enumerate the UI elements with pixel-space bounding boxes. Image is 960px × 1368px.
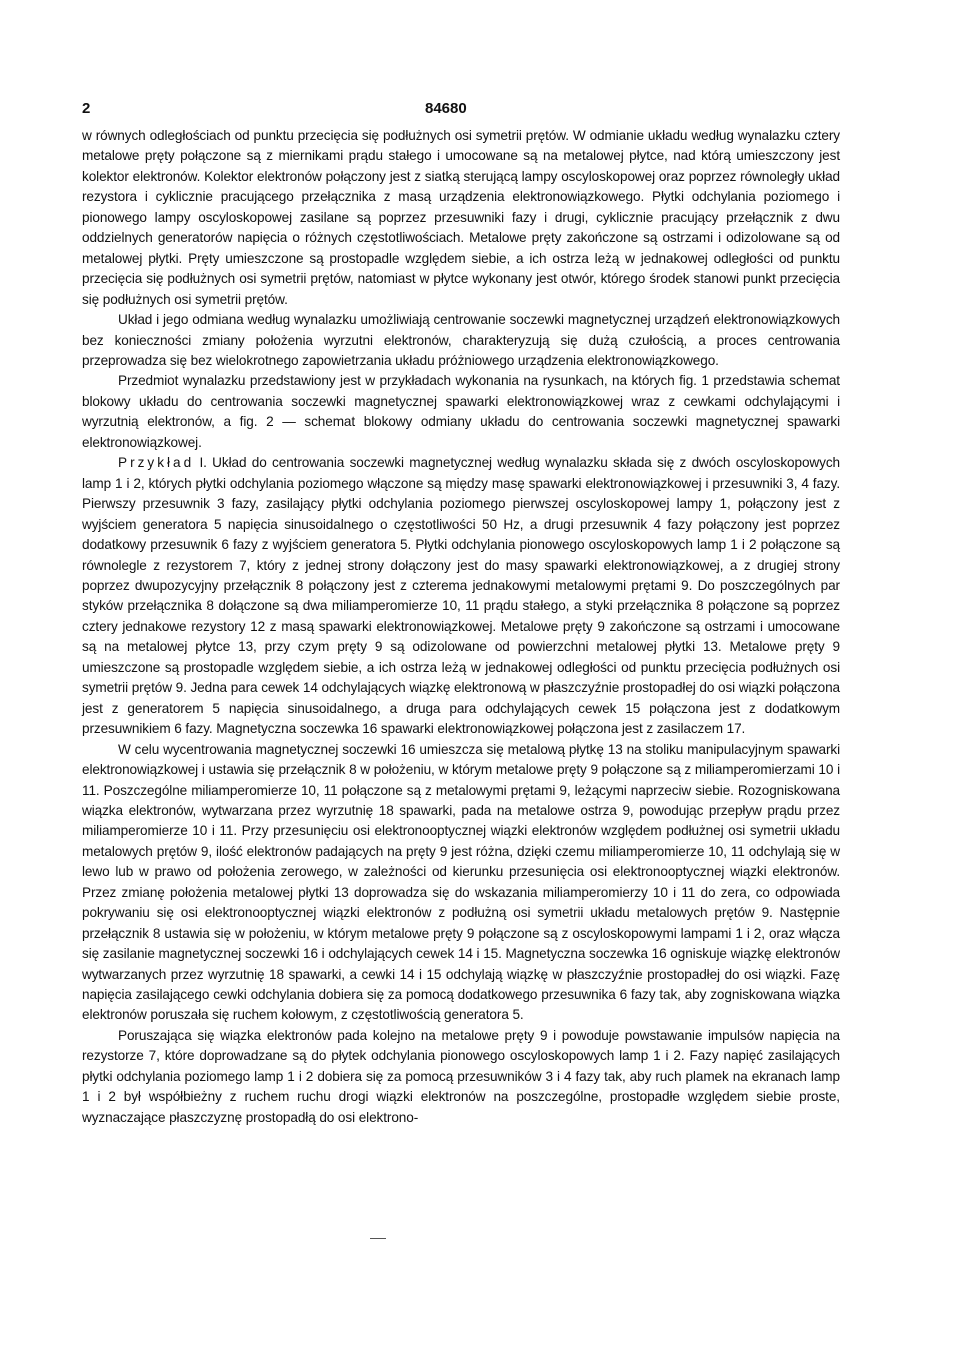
paragraph-4-text: I. Układ do centrowania soczewki magnetycznej według wynalazku składa się z dwóch oscyloskopowych lamp 1 i 2, których płytki odchylania poziomego włączone są między masę spawarki elektronowiązkowej i przesuwniki 3, 4 fazy. Pierwszy przesuwnik 3 fazy, zasilający płytki odchylania poziomego pierwszej oscyloskopowej lampy 1, połączony jest z wyjściem generatora 5 napięcia sinusoidalnego o częstotliwości 50 Hz, a drugi przesuwnik 4 fazy połączony jest poprzez dodatkowy przesuwnik 6 fazy z wyjściem generatora 5. Płytki odchylania pionowego oscyloskopowych lamp 1 i 2 połączone są równolegle z rezystorem 7, który z jednej strony dołączony jest do masy spawarki elektronowiązkowej, a z drugiej strony poprzez dwupozycyjny przełącznik 8 połączony jest z czterema jednakowymi metalowymi prętami 9. Do poszczególnych par styków przełącznika 8 dołączone są dwa miliamperomierze 10, 11 prądu stałego, a styki przełącznika 8 połączone są poprzez cztery jednakowe rezystory 12 z masą spawarki elektronowiązkowej. Metalowe pręty 9 zakończone są ostrzami i umocowane są na metalowej płytce 13, przy czym pręty 9 są odizolowane od powierzchni metalowej płytki 13. Metalowe pręty 9 umieszczone są prostopadle względem siebie, a ich ostrza leżą w jednakowej odległości od punktu przecięcia podłużnych osi symetrii prętów 9. Jedna para cewek 14 odchylających wiązkę elektronową w płaszczyźnie prostopadłej do osi wiązki połączona jest z generatorem 5 napięcia sinusoidalnego, a druga para odchylających cewek 15 połączona jest z dodatkowym przesuwnikiem 6 fazy. Magnetyczna soczewka 16 spawarki elektronowiązkowej połączona jest z zasilaczem 17. — [82, 455, 840, 737]
body-text — [82, 126, 840, 1128]
paragraph-1: w równych odległościach od punktu przecięcia się podłużnych osi symetrii prętów. W odmianie układu według wynalazku cztery metalowe pręty połączone są z miernikami prądu stałego i umocowane są na metalowej płytce, nad którą umieszczony jest kolektor elektronów. Kolektor elektronów połączony jest z siatką sterującą lampy oscyloskopowej oraz poprzez równoległy układ rezystora i cyklicznie pracującego przełącznika z masą urządzenia elektronowiązkowego. Płytki odchylania poziomego i pionowego lampy oscyloskopowej zasilane są poprzez przesuwniki fazy i drugi, cyklicznie pracujący przełącznik z dwu oddzielnych generatorów napięcia o różnych częstotliwościach. Metalowe pręty zakończone są ostrzami i odizolowane są od metalowej płytki. Pręty umieszczone są prostopadle względem siebie, a ich ostrza leżą w jednakowej odległości od punktu przecięcia się podłużnych osi symetrii prętów, natomiast w płytce wykonany jest otwór, którego środek stanowi punkt przecięcia się podłużnych osi symetrii prętów. — [82, 128, 840, 307]
paragraph-6: Poruszająca się wiązka elektronów pada kolejno na metalowe pręty 9 i powoduje powstawanie impulsów napięcia na rezystorze 7, które doprowadzane są do płytek odchylania pionowego oscyloskopowych lamp 1 i 2. Fazy napięć zasilających płytki odchylania poziomego lamp 1 i 2 dobiera się za pomocą przesuwników 3 i 4 fazy tak, aby ruch plamek na ekranach lamp 1 i 2 był współbieżny z ruchem ruchu drogi wiązki elektronów na poszczególne, prostopadłe względem siebie proste, wyznaczające płaszczyznę prostopadłą do osi elektrono- — [82, 1027, 840, 1125]
paragraph-3: Przedmiot wynalazku przedstawiony jest w przykładach wykonania na rysunkach, na których fig. 1 przedstawia schemat blokowy układu do centrowania soczewki magnetycznej spawarki elektronowiązkowej wraz z cewkami odchylającymi i wyrzutnią elektronów, a fig. 2 — schemat blokowy odmiany układu do centrowania soczewki magnetycznej spawarki elektronowiązkowej. — [82, 373, 840, 450]
document-number: 84680 — [425, 100, 467, 117]
paragraph-2: Układ i jego odmiana według wynalazku umożliwiają centrowanie soczewki magnetycznej urządzeń elektronowiązkowych bez konieczności zmiany położenia wyrzutni elektronów, charakteryzują się dużą czułością, a proces centrowania przeprowadza się bez wielokrotnego zapowietrzania układu próżniowego urządzenia elektronowiązkowego. — [82, 312, 840, 368]
paragraph-5: W celu wycentrowania magnetycznej soczewki 16 umieszcza się metalową płytkę 13 na stoliku manipulacyjnym spawarki elektronowiązkowej i ustawia się przełącznik 8 w położeniu, w którym metalowe pręty 9 połączone są z miliamperomierzami 10 i 11. Poszczególne miliamperomierze 10, 11 połączone są z metalowymi prętami 9, leżącymi naprzeciw siebie. Rozogniskowana wiązka elektronów, wytwarzana przez wyrzutnię 18 spawarki, pada na metalowe ostrza 9, powodując przepływ prądu przez miliamperomierze 10 i 11. Przy przesunięciu osi elektronooptycznej wiązki elektronów względem podłużnej osi symetrii układu metalowych prętów 9, ilość elektronów padających na pręty 9 jest różna, dzięki czemu miliamperomierze 10, 11 odchylają się w lewo lub w prawo od położenia zerowego, w zależności od kierunku przesunięcia osi elektronooptycznej wiązki elektronów. Przez zmianę położenia metalowej płytki 13 doprowadza się do wskazania miliamperomierzy 10 i 11 do zera, co odpowiada pokrywaniu się osi elektronooptycznej wiązki elektronów z podłużną osi symetrii układu metalowych prętów 9. Następnie przełącznik 8 ustawia się w położeniu, w którym metalowe pręty 9 połączone są z oscyloskopowymi lampami 1 i 2, oraz włącza się zasilanie magnetycznej soczewki 16 i odchylających cewek 14 i 15. Magnetyczna soczewka 16 ogniskuje wiązkę elektronów wytwarzanych przez wyrzutnię 18 spawarki, a cewki 14 i 15 odchylają wiązkę w płaszczyźnie prostopadłej do osi wiązki. Fazę napięcia zasilającego cewki odchylania dobiera się za pomocą dodatkowego przesuwnika 6 fazy tak, aby zogniskowana wiązka elektronów poruszała się ruchem kołowym, z częstotliwością generatora 5. — [82, 741, 840, 1023]
page-number: 2 — [82, 100, 91, 117]
footer-dash — [370, 1238, 386, 1239]
example-label: Przykład — [118, 455, 195, 471]
paragraph-4 — [82, 453, 840, 739]
